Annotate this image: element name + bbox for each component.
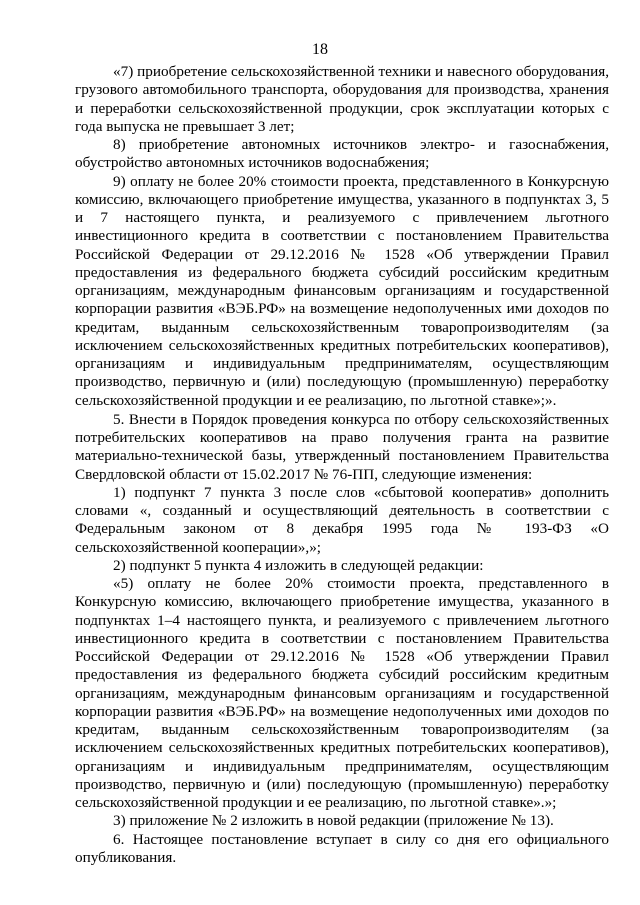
- document-body: [75, 63, 609, 867]
- paragraph-6-entry-into-force: 6. Настоящее постановление вступает в силу со дня его официального опубликования.: [75, 830, 609, 866]
- paragraph-7-equipment: «7) приобретение сельскохозяйственной техники и навесного оборудования, грузового автомобильного транспорта, оборудования для производства, хранения и переработки сельскохозяйственной продукции, срок эксплуатации которых с года выпуска не превышает 3 лет;: [75, 63, 609, 135]
- paragraph-8-autonomous-sources: 8) приобретение автономных источников электро- и газоснабжения, обустройство автономных источников водоснабжения;: [75, 136, 609, 172]
- page-number: 18: [312, 41, 328, 58]
- paragraph-subitem-1: 1) подпункт 7 пункта 3 после слов «сбытовой кооператив» дополнить словами «, созданный и осуществляющий деятельность в соответствии с Федеральным законом от 8 декабря 1995 года № 193-ФЗ «О сельскохозяйственной кооперации»,»;: [75, 483, 609, 556]
- paragraph-subitem-2: 2) подпункт 5 пункта 4 изложить в следующей редакции:: [113, 556, 484, 574]
- paragraph-5-amend-procedure: 5. Внести в Порядок проведения конкурса по отбору сельскохозяйственных потребительских кооперативов на право получения гранта на развитие материально-технической базы, утвержденный постановлением Правительства Свердловской области от 15.02.2017 № 76-ПП, следующие изменения:: [75, 410, 609, 483]
- paragraph-subitem-3: 3) приложение № 2 изложить в новой редакции (приложение № 13).: [113, 812, 554, 830]
- paragraph-9-project-cost: 9) оплату не более 20% стоимости проекта, представленного в Конкурсную комиссию, включающего приобретение имущества, указанного в подпунктах 3, 5 и 7 настоящего пункта, и реализуемого с привлечением льготного инвестиционного кредита в соответствии с постановлением Правительства Российской Федерации от 29.12.2016 № 1528 «Об утверждении Правил предоставления из федерального бюджета субсидий российским кредитным организациям, международным финансовым организациям и государственной корпорации развития «ВЭБ.РФ» на возмещение недополученных ими доходов по кредитам, выданным сельскохозяйственным товаропроизводителям (за исключением сельскохозяйственных кредитных потребительских кооперативов), организациям и индивидуальным предпринимателям, осуществляющим производство, первичную и (или) последующую (промышленную) переработку сельскохозяйственной продукции и ее реализацию, по льготной ставке»;».: [75, 172, 609, 409]
- paragraph-new-item-5: «5) оплату не более 20% стоимости проекта, представленного в Конкурсную комиссию, включающего приобретение имущества, указанного в подпунктах 1–4 настоящего пункта, и реализуемого с привлечением льготного инвестиционного кредита в соответствии с постановлением Правительства Российской Федерации от 29.12.2016 № 1528 «Об утверждении Правил предоставления из федерального бюджета субсидий российским кредитным организациям, международным финансовым организациям и государственной корпорации развития «ВЭБ.РФ» на возмещение недополученных ими доходов по кредитам, выданным сельскохозяйственным товаропроизводителям (за исключением сельскохозяйственных кредитных потребительских кооперативов), организациям и индивидуальным предпринимателям, осуществляющим производство, первичную и (или) последующую (промышленную) переработку сельскохозяйственной продукции и ее реализацию, по льготной ставке».»;: [75, 575, 609, 811]
